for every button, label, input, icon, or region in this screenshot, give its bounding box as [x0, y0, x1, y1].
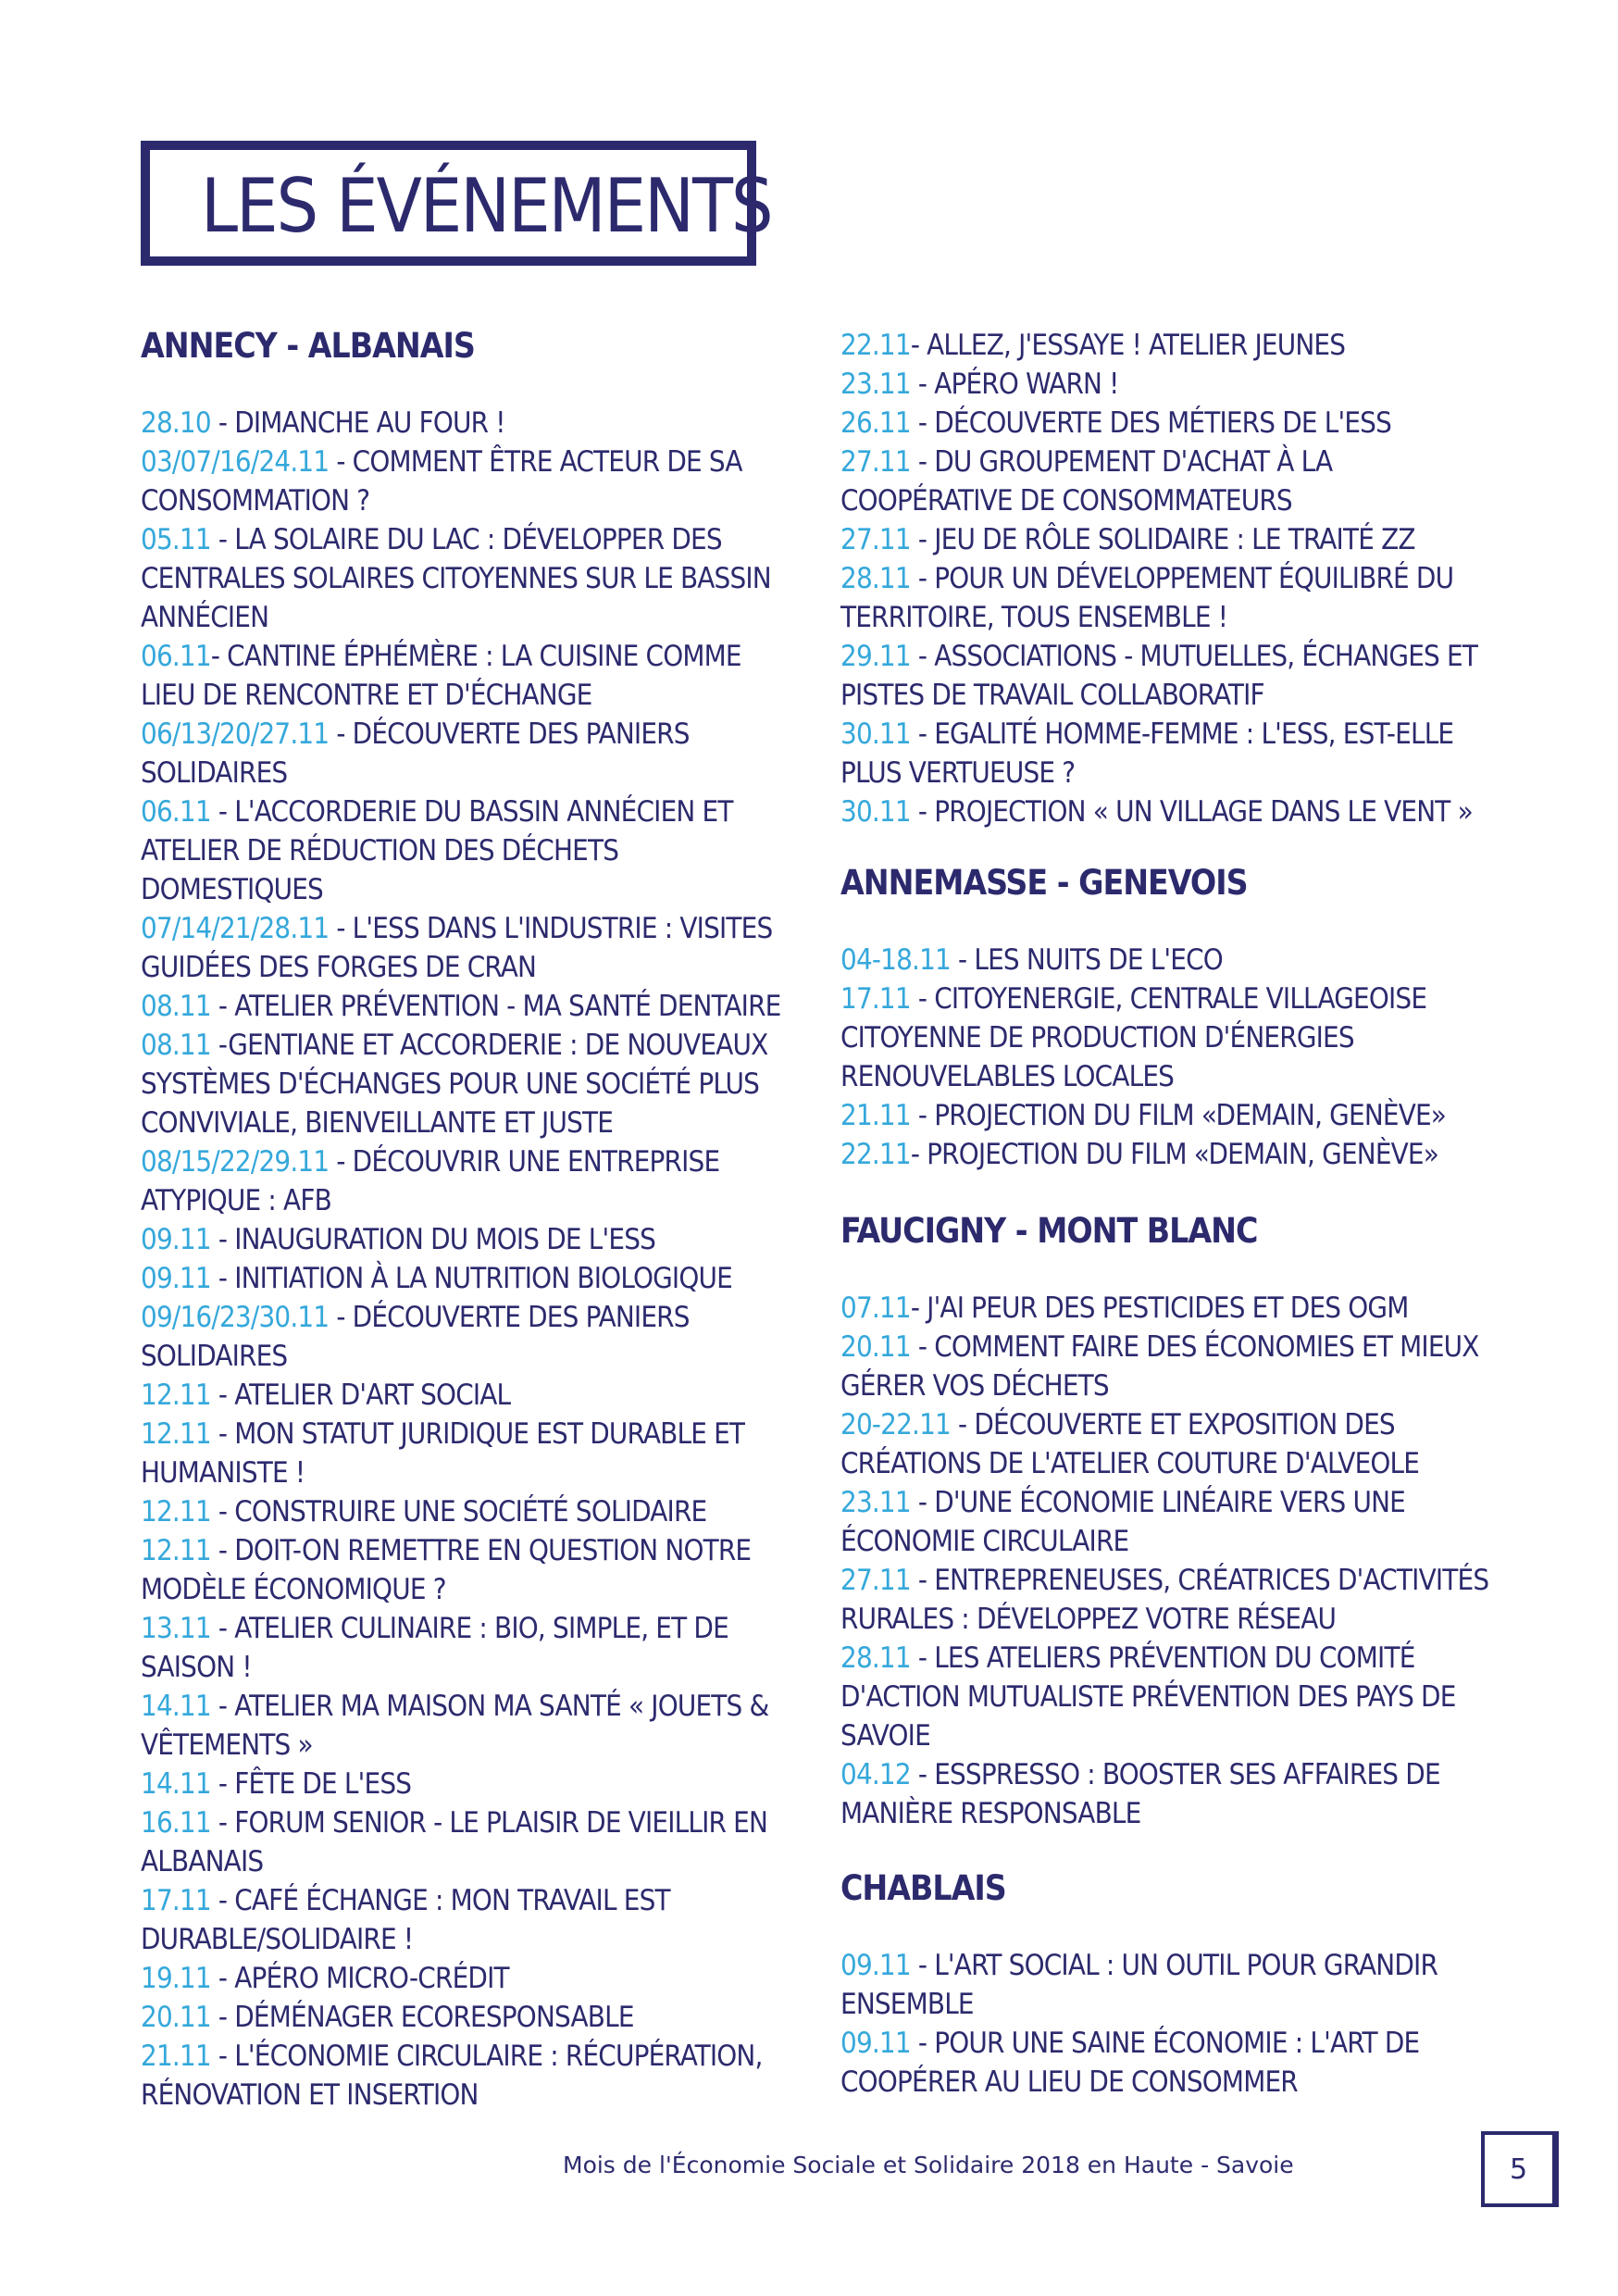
event-date: 12.11 [141, 1534, 211, 1567]
event-title: - POUR UNE SAINE ÉCONOMIE : L'ART DE COOPÉRER AU LIEU DE CONSOMMER [840, 2027, 1420, 2099]
event-date: 21.11 [840, 1099, 911, 1132]
section-title: ANNECY - ALBANAIS [141, 326, 475, 366]
event-item [840, 980, 1507, 1096]
event-title: - L'ÉCONOMIE CIRCULAIRE : RÉCUPÉRATION, RÉNOVATION ET INSERTION [141, 2040, 763, 2112]
event-item [840, 1405, 1507, 1483]
event-item [840, 715, 1507, 792]
event-item [840, 1289, 1507, 1328]
event-date: 04-18.11 [840, 943, 951, 977]
event-item [141, 1687, 789, 1765]
event-date: 22.11 [840, 329, 911, 362]
event-item [141, 1259, 789, 1298]
event-item [141, 1531, 789, 1609]
event-item [141, 637, 789, 715]
event-item [840, 792, 1507, 831]
event-date: 04.12 [840, 1758, 911, 1791]
event-date: 27.11 [840, 1564, 911, 1597]
event-title: - L'ESS DANS L'INDUSTRIE : VISITES GUIDÉES DES FORGES DE CRAN [141, 912, 773, 984]
event-list [840, 326, 1507, 831]
event-item [840, 1483, 1507, 1561]
event-item [141, 1298, 789, 1376]
event-title: - CANTINE ÉPHÉMÈRE : LA CUISINE COMME LIEU DE RENCONTRE ET D'ÉCHANGE [141, 640, 741, 712]
event-item [141, 1026, 789, 1142]
section-annecy-albanais [141, 324, 789, 2115]
event-date: 08.11 [141, 1029, 211, 1062]
event-item [141, 1415, 789, 1492]
event-title: - DÉCOUVRIR UNE ENTREPRISE ATYPIQUE : AFB [141, 1145, 720, 1217]
event-date: 28.11 [840, 562, 911, 595]
event-title: - FÊTE DE L'ESS [210, 1767, 412, 1801]
event-item [840, 637, 1507, 715]
event-date: 26.11 [840, 406, 911, 440]
event-item [141, 1220, 789, 1259]
page-number: 5 [1509, 2152, 1528, 2186]
event-date: 20-22.11 [840, 1408, 951, 1441]
event-date: 08.11 [141, 990, 211, 1023]
event-item [840, 443, 1507, 520]
event-item [141, 1492, 789, 1531]
event-title: - MON STATUT JURIDIQUE EST DURABLE ET HUMANISTE ! [141, 1417, 745, 1490]
event-item [840, 2024, 1507, 2102]
event-title: - L'ART SOCIAL : UN OUTIL POUR GRANDIR ENSEMBLE [840, 1949, 1438, 2021]
event-title: - DOIT-ON REMETTRE EN QUESTION NOTRE MODÈLE ÉCONOMIQUE ? [141, 1534, 752, 1606]
event-date: 14.11 [141, 1767, 211, 1801]
event-list [840, 941, 1507, 1174]
event-title: - DÉCOUVERTE ET EXPOSITION DES CRÉATIONS DE L'ATELIER COUTURE D'ALVEOLE [840, 1408, 1420, 1480]
event-date: 06/13/20/27.11 [141, 718, 330, 751]
event-item [141, 1998, 789, 2037]
event-item [840, 559, 1507, 637]
event-date: 06.11 [141, 640, 211, 673]
event-item [840, 941, 1507, 980]
event-item [141, 1609, 789, 1687]
page-title: LES ÉVÉNEMENTS [201, 163, 772, 249]
event-item [840, 365, 1507, 404]
event-title: - INITIATION À LA NUTRITION BIOLOGIQUE [210, 1262, 732, 1295]
event-date: 23.11 [840, 1486, 911, 1519]
event-title: - PROJECTION DU FILM «DEMAIN, GENÈVE» [910, 1099, 1447, 1132]
event-date: 20.11 [141, 2001, 211, 2034]
section-annecy-continued [840, 326, 1507, 831]
event-date: 12.11 [141, 1495, 211, 1529]
event-date: 12.11 [141, 1417, 211, 1451]
event-item [840, 1096, 1507, 1135]
event-title: - DÉCOUVERTE DES MÉTIERS DE L'ESS [910, 406, 1392, 440]
event-item [141, 1959, 789, 1998]
event-date: 23.11 [840, 368, 911, 401]
event-title: - ALLEZ, J'ESSAYE ! ATELIER JEUNES [910, 329, 1346, 362]
event-title: - LES NUITS DE L'ECO [950, 943, 1223, 977]
event-item [141, 987, 789, 1026]
event-date: 06.11 [141, 795, 211, 829]
event-item [840, 1755, 1507, 1833]
event-date: 07.11 [840, 1292, 911, 1325]
event-title: -GENTIANE ET ACCORDERIE : DE NOUVEAUX SYSTÈMES D'ÉCHANGES POUR UNE SOCIÉTÉ PLUS CONVIVIALE, BIENVEILLANTE ET JUSTE [141, 1029, 768, 1140]
event-title: - CAFÉ ÉCHANGE : MON TRAVAIL EST DURABLE/SOLIDAIRE ! [141, 1884, 670, 1956]
event-title: - ENTREPRENEUSES, CRÉATRICES D'ACTIVITÉS RURALES : DÉVELOPPEZ VOTRE RÉSEAU [840, 1564, 1489, 1636]
event-title: - INAUGURATION DU MOIS DE L'ESS [210, 1223, 656, 1256]
event-item [141, 1765, 789, 1803]
event-date: 09.11 [141, 1223, 211, 1256]
section-title: ANNEMASSE - GENEVOIS [840, 863, 1248, 903]
event-item [840, 1561, 1507, 1639]
event-item [141, 2037, 789, 2115]
event-title: - EGALITÉ HOMME-FEMME : L'ESS, EST-ELLE PLUS VERTUEUSE ? [840, 718, 1454, 790]
event-title: - DÉMÉNAGER ECORESPONSABLE [210, 2001, 634, 2034]
event-title: - COMMENT ÊTRE ACTEUR DE SA CONSOMMATION ? [141, 445, 742, 518]
event-title: - ATELIER CULINAIRE : BIO, SIMPLE, ET DE SAISON ! [141, 1612, 728, 1684]
event-title: - ATELIER PRÉVENTION - MA SANTÉ DENTAIRE [210, 990, 781, 1023]
event-title: - ASSOCIATIONS - MUTUELLES, ÉCHANGES ET PISTES DE TRAVAIL COLLABORATIF [840, 640, 1478, 712]
event-item [141, 1142, 789, 1220]
event-title: - JEU DE RÔLE SOLIDAIRE : LE TRAITÉ ZZ [910, 523, 1415, 556]
page-title-box [141, 141, 772, 266]
event-date: 30.11 [840, 718, 911, 751]
event-item [141, 1376, 789, 1415]
event-date: 08/15/22/29.11 [141, 1145, 330, 1179]
event-item [141, 909, 789, 987]
event-date: 09/16/23/30.11 [141, 1301, 330, 1334]
event-item [141, 792, 789, 909]
event-title: - L'ACCORDERIE DU BASSIN ANNÉCIEN ET ATELIER DE RÉDUCTION DES DÉCHETS DOMESTIQUES [141, 795, 733, 906]
event-item [141, 1881, 789, 1959]
page-number-box [1481, 2131, 1559, 2207]
event-date: 17.11 [840, 982, 911, 1016]
footer-text: Mois de l'Économie Sociale et Solidaire 2018 en Haute - Savoie [563, 2152, 1294, 2178]
event-date: 28.11 [840, 1641, 911, 1675]
event-title: - D'UNE ÉCONOMIE LINÉAIRE VERS UNE ÉCONOMIE CIRCULAIRE [840, 1486, 1406, 1558]
event-title: - DU GROUPEMENT D'ACHAT À LA COOPÉRATIVE DE CONSOMMATEURS [840, 445, 1333, 518]
event-date: 13.11 [141, 1612, 211, 1645]
event-title: - CITOYENERGIE, CENTRALE VILLAGEOISE CITOYENNE DE PRODUCTION D'ÉNERGIES RENOUVELABLES LOCALES [840, 982, 1427, 1093]
event-title: - PROJECTION « UN VILLAGE DANS LE VENT » [910, 795, 1473, 829]
event-date: 28.10 [141, 406, 211, 440]
event-date: 03/07/16/24.11 [141, 445, 330, 479]
event-date: 27.11 [840, 523, 911, 556]
event-title: - ESSPRESSO : BOOSTER SES AFFAIRES DE MANIÈRE RESPONSABLE [840, 1758, 1440, 1830]
event-item [840, 1328, 1507, 1405]
event-date: 21.11 [141, 2040, 211, 2073]
event-title: - PROJECTION DU FILM «DEMAIN, GENÈVE» [910, 1138, 1438, 1171]
event-date: 16.11 [141, 1806, 211, 1840]
event-title: - LA SOLAIRE DU LAC : DÉVELOPPER DES CENTRALES SOLAIRES CITOYENNES SUR LE BASSIN ANNÉCIEN [141, 523, 771, 634]
event-item [141, 443, 789, 520]
event-date: 05.11 [141, 523, 211, 556]
event-title: - J'AI PEUR DES PESTICIDES ET DES OGM [910, 1292, 1409, 1325]
section-faucigny-mont-blanc [840, 1209, 1507, 1833]
event-item [141, 404, 789, 443]
event-item [141, 715, 789, 792]
event-date: 09.11 [840, 2027, 911, 2060]
event-item [840, 520, 1507, 559]
event-title: - DIMANCHE AU FOUR ! [210, 406, 505, 440]
event-item [840, 1135, 1507, 1174]
event-list [141, 404, 789, 2115]
section-title: FAUCIGNY - MONT BLANC [840, 1211, 1258, 1251]
event-title: - DÉCOUVERTE DES PANIERS SOLIDAIRES [141, 1301, 690, 1373]
event-date: 09.11 [840, 1949, 911, 1982]
section-annemasse-genevois [840, 861, 1507, 1174]
event-date: 22.11 [840, 1138, 911, 1171]
event-title: - ATELIER MA MAISON MA SANTÉ « JOUETS & VÊTEMENTS » [141, 1690, 769, 1762]
event-date: 17.11 [141, 1884, 211, 1917]
event-date: 09.11 [141, 1262, 211, 1295]
event-list [840, 1946, 1507, 2102]
event-date: 07/14/21/28.11 [141, 912, 330, 945]
event-item [141, 1803, 789, 1881]
event-date: 12.11 [141, 1379, 211, 1412]
event-date: 20.11 [840, 1330, 911, 1364]
event-title: - CONSTRUIRE UNE SOCIÉTÉ SOLIDAIRE [210, 1495, 707, 1529]
event-date: 14.11 [141, 1690, 211, 1723]
event-title: - APÉRO WARN ! [910, 368, 1119, 401]
event-title: - ATELIER D'ART SOCIAL [210, 1379, 511, 1412]
event-item [840, 326, 1507, 365]
event-title: - APÉRO MICRO-CRÉDIT [210, 1962, 509, 1995]
event-date: 30.11 [840, 795, 911, 829]
section-chablais [840, 1866, 1507, 2102]
event-date: 19.11 [141, 1962, 211, 1995]
section-title: CHABLAIS [840, 1868, 1006, 1908]
event-list [840, 1289, 1507, 1833]
event-item [840, 1946, 1507, 2024]
event-title: - COMMENT FAIRE DES ÉCONOMIES ET MIEUX GÉRER VOS DÉCHETS [840, 1330, 1479, 1403]
event-item [840, 1639, 1507, 1755]
event-item [840, 404, 1507, 443]
event-title: - FORUM SENIOR - LE PLAISIR DE VIEILLIR EN ALBANAIS [141, 1806, 768, 1878]
event-title: - POUR UN DÉVELOPPEMENT ÉQUILIBRÉ DU TERRITOIRE, TOUS ENSEMBLE ! [840, 562, 1454, 634]
event-date: 29.11 [840, 640, 911, 673]
event-title: - LES ATELIERS PRÉVENTION DU COMITÉ D'ACTION MUTUALISTE PRÉVENTION DES PAYS DE SAVOIE [840, 1641, 1456, 1753]
event-date: 27.11 [840, 445, 911, 479]
event-title: - DÉCOUVERTE DES PANIERS SOLIDAIRES [141, 718, 690, 790]
event-item [141, 520, 789, 637]
